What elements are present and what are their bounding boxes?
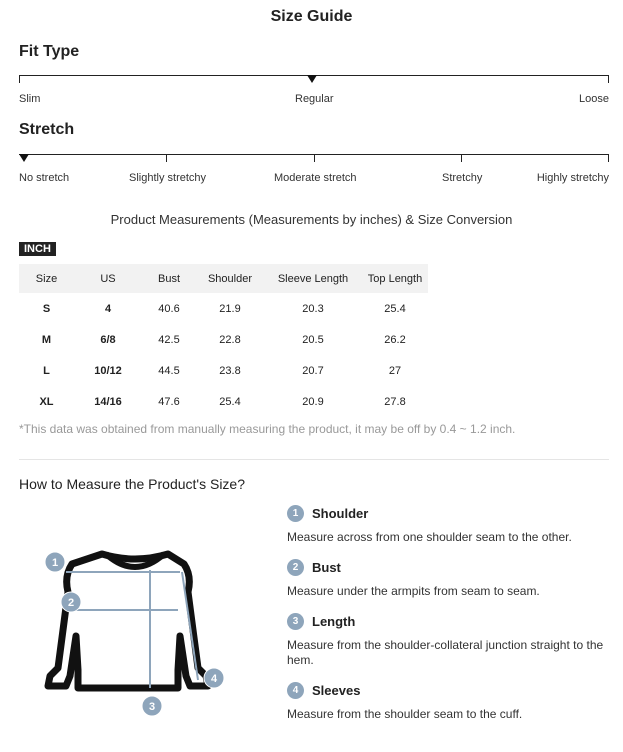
table-row [19, 324, 428, 355]
fit-type-label-slim: Slim [19, 93, 41, 105]
cell-size: M [41, 333, 52, 346]
cell-us: 4 [104, 302, 112, 315]
cell-sleeve-length: 20.3 [302, 302, 324, 315]
cell-sleeve-length: 20.7 [302, 364, 324, 377]
sweater-diagram [40, 540, 230, 720]
column-header-bust: Bust [142, 264, 196, 293]
stretch-label-stretchy: Stretchy [442, 172, 483, 184]
sweater-outline [48, 554, 208, 688]
diagram-marker-1 [45, 552, 65, 572]
fit-type-label-regular: Regular [295, 93, 334, 105]
step-description: Measure from the shoulder seam to the cuff. [287, 707, 523, 721]
table-row [19, 386, 428, 417]
size-table-header-row [19, 264, 428, 293]
column-header-us: US [74, 264, 142, 293]
stretch-label-moderate: Moderate stretch [274, 172, 357, 184]
stretch-selected-marker [19, 154, 29, 162]
stretch-tick-highly [608, 154, 609, 162]
fit-type-label-loose: Loose [579, 93, 609, 105]
cell-shoulder: 22.8 [219, 333, 241, 346]
stretch-scale [19, 154, 609, 194]
measurement-disclaimer: *This data was obtained from manually measuring the product, it may be off by 0.4 ~ 1.2 inch. [19, 422, 516, 436]
cell-bust: 42.5 [158, 333, 180, 346]
cell-size: XL [39, 395, 54, 408]
cell-size: S [42, 302, 51, 315]
stretch-tick-stretchy [461, 154, 462, 162]
cell-shoulder: 21.9 [219, 302, 241, 315]
measurements-caption: Product Measurements (Measurements by inches) & Size Conversion [110, 212, 513, 227]
cell-top-length: 27 [388, 364, 402, 377]
section-divider [19, 459, 609, 460]
cell-bust: 40.6 [158, 302, 180, 315]
unit-badge[interactable]: INCH [19, 242, 56, 256]
step-description: Measure from the shoulder-collateral junction straight to the hem. [287, 638, 604, 667]
column-header-size: Size [19, 264, 74, 293]
svg-text:3: 3 [148, 701, 156, 713]
fit-type-tick-slim [19, 75, 20, 83]
cell-top-length: 26.2 [384, 333, 406, 346]
fit-type-scale [19, 75, 609, 115]
step-number-badge: 4 [287, 682, 304, 699]
table-row [19, 293, 428, 324]
diagram-marker-2 [61, 592, 81, 612]
column-header-top-length: Top Length [362, 264, 428, 293]
fit-type-heading: Fit Type [19, 43, 80, 60]
page-title: Size Guide [270, 8, 353, 25]
cell-bust: 47.6 [158, 395, 180, 408]
cell-us: 14/16 [94, 395, 122, 408]
cell-size: L [43, 364, 50, 377]
cell-shoulder: 23.8 [219, 364, 241, 377]
svg-text:1: 1 [51, 557, 59, 569]
step-description: Measure under the armpits from seam to seam. [287, 584, 540, 598]
cell-us: 10/12 [94, 364, 122, 377]
step-number-badge: 2 [287, 559, 304, 576]
stretch-label-no: No stretch [19, 172, 70, 184]
how-to-measure-heading: How to Measure the Product's Size? [19, 476, 246, 492]
stretch-tick-moderate [314, 154, 315, 162]
fit-type-selected-marker [307, 75, 317, 83]
cell-top-length: 27.8 [384, 395, 406, 408]
step-title: Sleeves [312, 683, 361, 698]
cell-us: 6/8 [100, 333, 116, 346]
fit-type-tick-loose [608, 75, 609, 83]
cell-shoulder: 25.4 [219, 395, 241, 408]
diagram-marker-3 [142, 696, 162, 716]
step-title: Bust [312, 560, 341, 575]
step-title: Length [312, 614, 356, 629]
cell-sleeve-length: 20.5 [302, 333, 324, 346]
step-description: Measure across from one shoulder seam to the other. [287, 530, 572, 544]
stretch-label-highly: Highly stretchy [536, 172, 609, 184]
table-row [19, 355, 428, 386]
stretch-heading: Stretch [19, 121, 75, 138]
svg-text:2: 2 [67, 597, 75, 609]
size-table [19, 264, 428, 417]
diagram-marker-4 [204, 668, 224, 688]
step-number-badge: 3 [287, 613, 304, 630]
cell-sleeve-length: 20.9 [302, 395, 324, 408]
step-title: Shoulder [312, 506, 369, 521]
svg-text:4: 4 [210, 673, 218, 685]
stretch-label-slightly: Slightly stretchy [129, 172, 207, 184]
cell-bust: 44.5 [158, 364, 180, 377]
column-header-sleeve-length: Sleeve Length [264, 264, 362, 293]
step-number-badge: 1 [287, 505, 304, 522]
column-header-shoulder: Shoulder [196, 264, 264, 293]
cell-top-length: 25.4 [384, 302, 406, 315]
stretch-tick-slightly [166, 154, 167, 162]
